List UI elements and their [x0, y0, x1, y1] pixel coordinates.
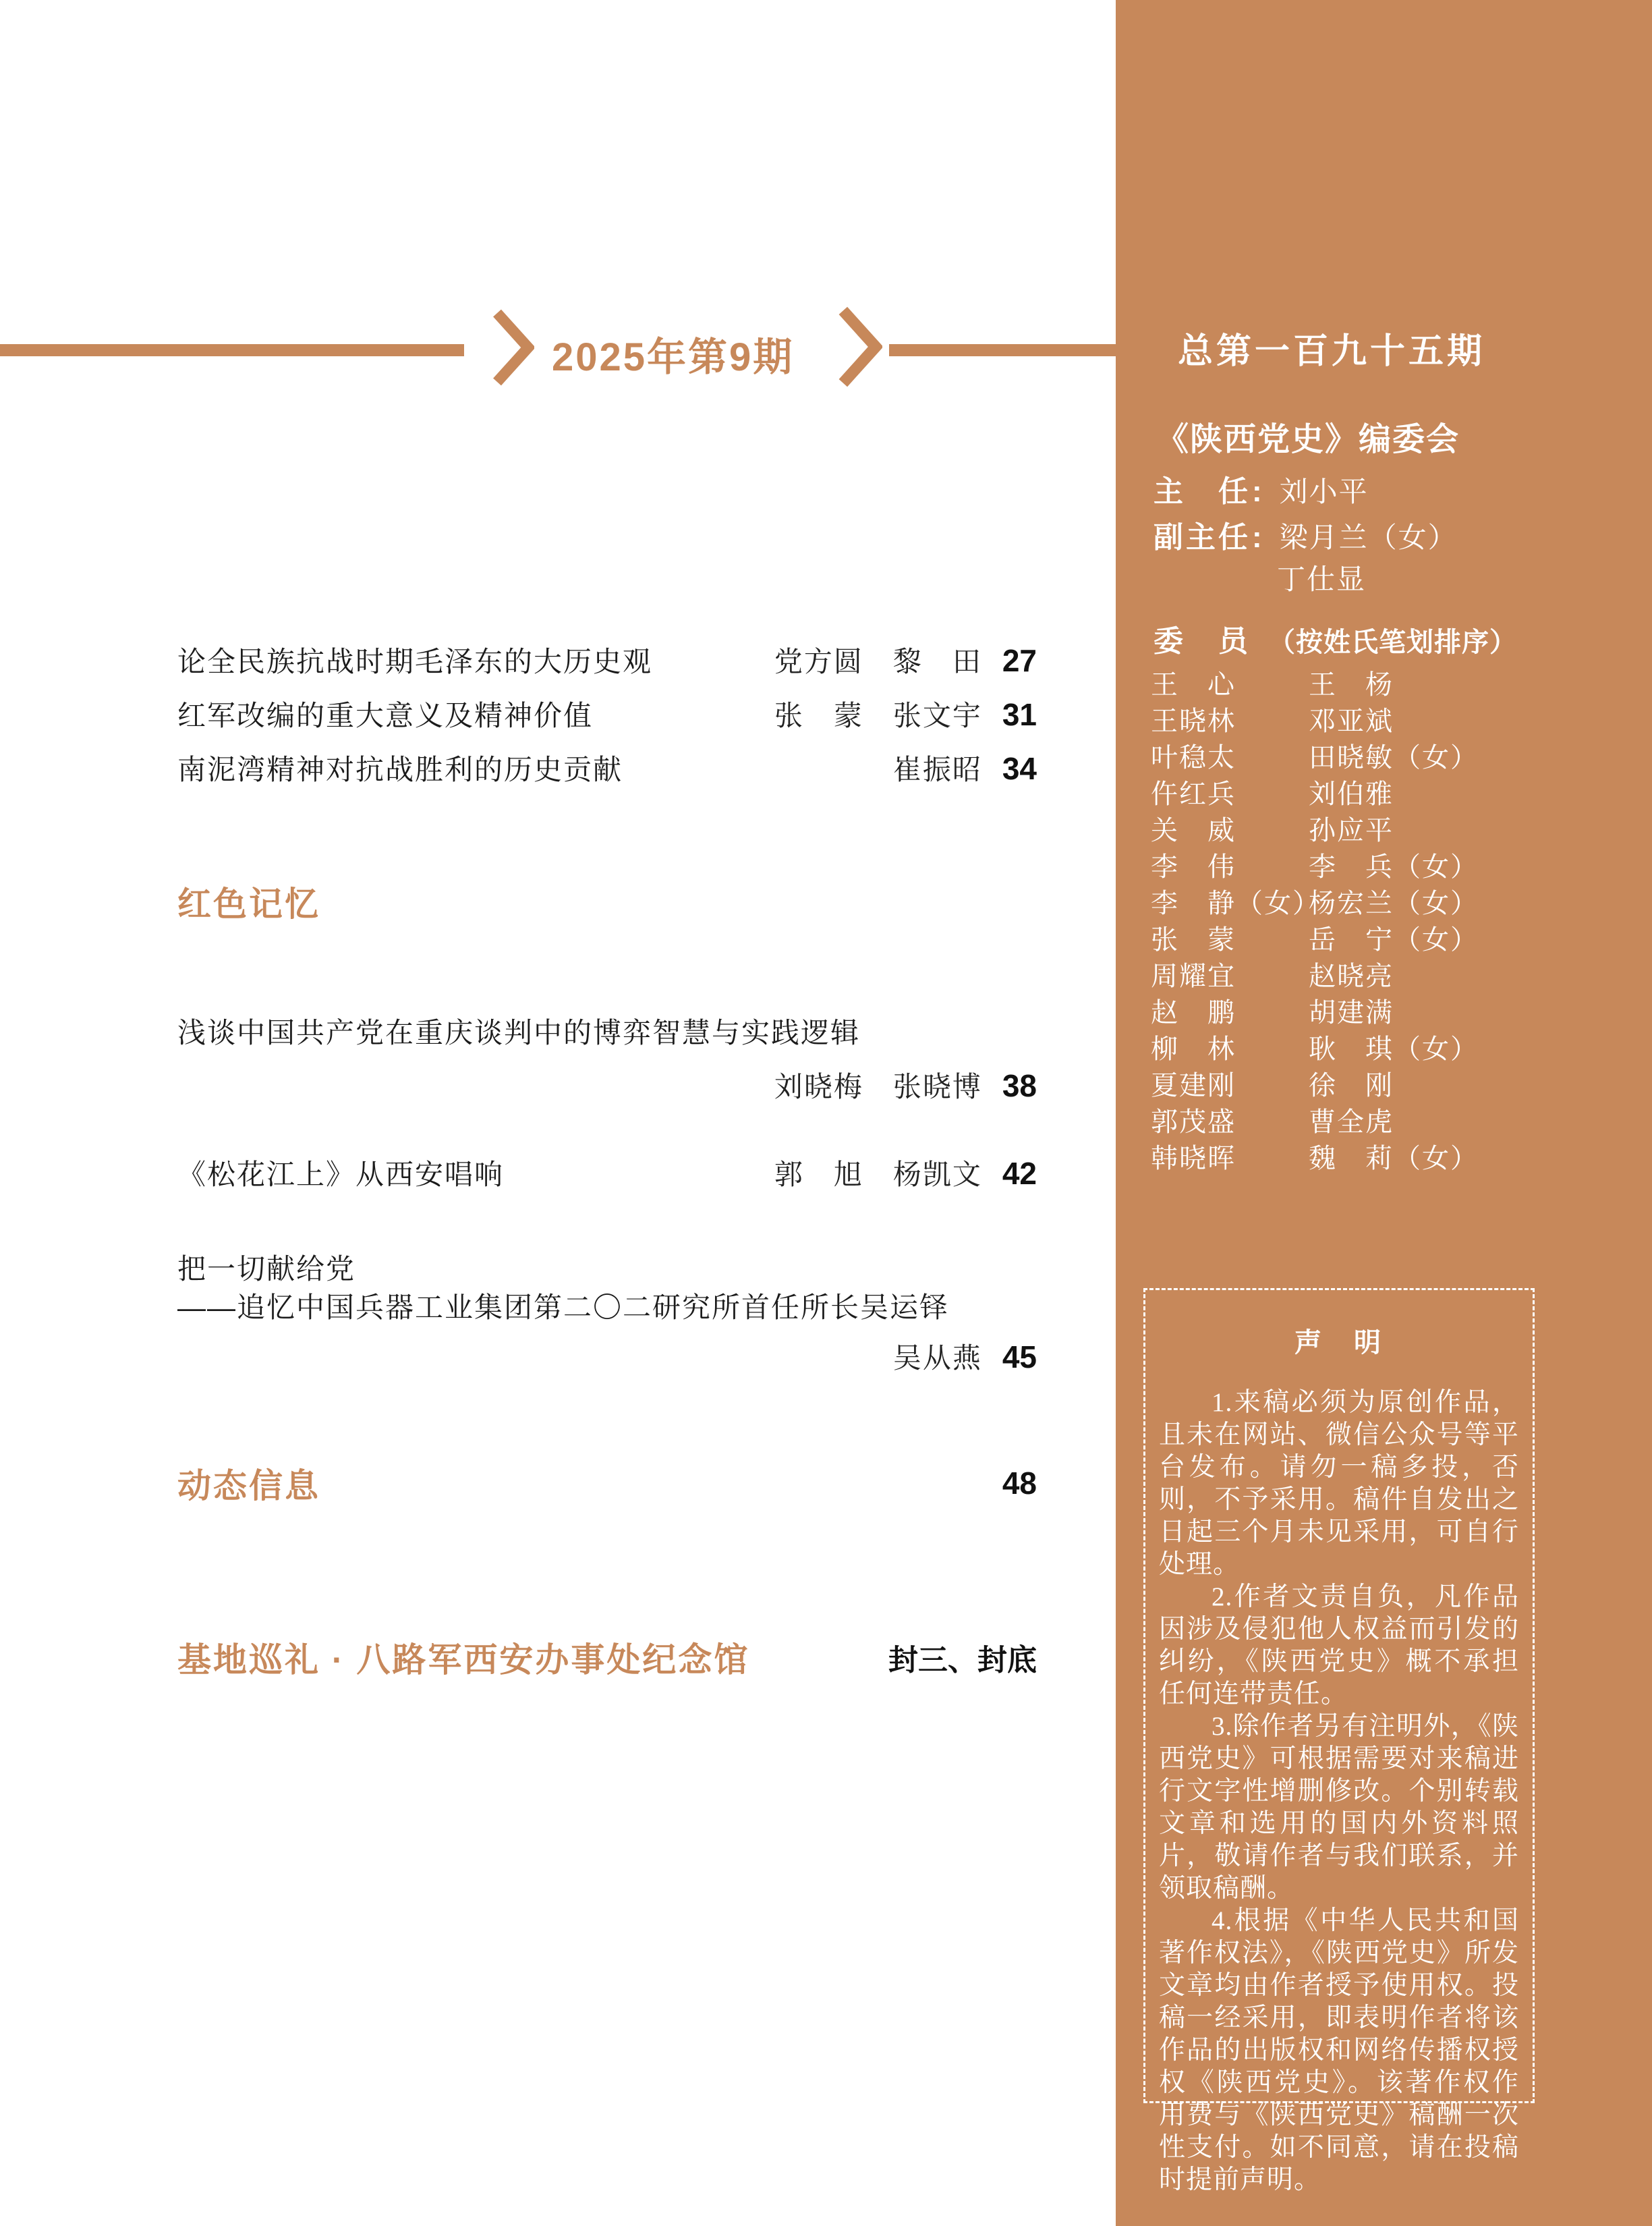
- section-row-dynamic-info: [177, 1459, 1037, 1507]
- member-row: [1151, 883, 1636, 919]
- statement-box: [1143, 1288, 1535, 2194]
- member-row: [1151, 955, 1636, 992]
- article-authors: 党方圆 黎 田: [774, 647, 982, 678]
- member-name: 柳 林: [1151, 1033, 1236, 1064]
- article-authors: 刘晓梅 张晓博: [774, 1072, 982, 1103]
- article-authors: 张 蒙 张文宇: [774, 701, 982, 732]
- article-authors: 郭 旭 杨凯文: [774, 1160, 982, 1191]
- deputy-director-row: [1153, 513, 1458, 556]
- article-authors: 吴从燕: [892, 1343, 982, 1374]
- header-rule-left: [0, 344, 464, 356]
- committee-title: 《陕西党史》编委会: [1156, 422, 1460, 457]
- page-number: 42: [1002, 1156, 1037, 1191]
- page-number: 45: [1002, 1339, 1037, 1374]
- issue-title: 2025年第9期: [552, 335, 795, 379]
- page-number: 封三、封底: [888, 1644, 1037, 1677]
- article-title: 论全民族抗战时期毛泽东的大历史观: [177, 646, 653, 677]
- member-row: [1151, 1138, 1636, 1174]
- members-sort-note: （按姓氏笔划排序）: [1268, 628, 1517, 657]
- page-number: 27: [1002, 643, 1037, 678]
- article-authors-line: [177, 1336, 1037, 1376]
- toc-row: [177, 1152, 1037, 1193]
- member-name: 魏 莉（女）: [1309, 1142, 1479, 1173]
- statement-paragraph: 2.作者文责自负，凡作品因涉及侵犯他人权益而引发的纠纷，《陕西党史》概不承担任何连带责任。: [1159, 1582, 1519, 1708]
- toc-row: [177, 694, 1037, 734]
- member-row: [1151, 992, 1636, 1028]
- member-name: 李 兵（女）: [1309, 851, 1479, 882]
- member-name: 岳 宁（女）: [1309, 924, 1479, 955]
- toc-row: [177, 640, 1037, 680]
- article-subtitle: ——追忆中国兵器工业集团第二〇二研究所首任所长吴运铎: [177, 1291, 950, 1323]
- page-number: 48: [1002, 1466, 1037, 1501]
- toc-row: [177, 748, 1037, 788]
- members-list: [1151, 664, 1636, 1174]
- member-row: [1151, 846, 1636, 883]
- member-name: 王晓林: [1151, 705, 1236, 736]
- member-name: 曹全虎: [1309, 1106, 1394, 1137]
- member-row: [1151, 773, 1636, 810]
- member-name: 邓亚斌: [1309, 705, 1394, 736]
- member-name: 夏建刚: [1151, 1069, 1236, 1101]
- member-row: [1151, 737, 1636, 773]
- chevron-right-icon: [836, 305, 882, 389]
- chevron-right-icon: [491, 308, 534, 387]
- director-label: 主 任: [1153, 475, 1248, 508]
- member-row: [1151, 664, 1636, 700]
- colon: :: [1252, 521, 1262, 554]
- member-name: 刘伯雅: [1309, 778, 1394, 809]
- member-name: 耿 琪（女）: [1309, 1033, 1479, 1064]
- director-name: 刘小平: [1279, 477, 1369, 508]
- statement-paragraph: 4.根据《中华人民共和国著作权法》，《陕西党史》所发文章均由作者授予使用权。投稿一经采用，即表明作者将该作品的出版权和网络传播权授权《陕西党史》。该著作权作用费与《陕西党史》稿酬一次性支付。如不同意，请在投稿时提前声明。: [1159, 1906, 1519, 2194]
- member-name: 王 杨: [1309, 669, 1394, 700]
- member-name: 李 静（女）: [1151, 887, 1321, 918]
- article-title: 南泥湾精神对抗战胜利的历史贡献: [177, 754, 623, 785]
- member-row: [1151, 1028, 1636, 1065]
- member-row: [1151, 810, 1636, 846]
- statement-title: 声 明: [1294, 1328, 1384, 1358]
- cumulative-issue: 总第一百九十五期: [1178, 332, 1486, 371]
- colon: :: [1252, 475, 1262, 508]
- statement-paragraph: 1.来稿必须为原创作品，且未在网站、微信公众号等平台发布。请勿一稿多投，否则，不予采用。稿件自发出之日起三个月未见采用，可自行处理。: [1159, 1388, 1519, 1579]
- article-title: 红军改编的重大意义及精神价值: [177, 700, 594, 731]
- member-name: 赵 鹏: [1151, 997, 1236, 1028]
- article-authors-line: [177, 1065, 1037, 1105]
- member-name: 叶稳太: [1151, 742, 1236, 773]
- member-row: [1151, 1065, 1636, 1101]
- article-authors: 崔振昭: [892, 755, 982, 786]
- member-row: [1151, 919, 1636, 955]
- member-name: 徐 刚: [1309, 1069, 1394, 1101]
- member-name: 张 蒙: [1151, 924, 1236, 955]
- member-row: [1151, 700, 1636, 737]
- member-name: 王 心: [1151, 669, 1236, 700]
- member-name: 胡建满: [1309, 997, 1394, 1028]
- page-number: 34: [1002, 751, 1037, 786]
- members-label: 委 员: [1153, 625, 1248, 658]
- member-name: 仵红兵: [1151, 778, 1236, 809]
- article-title: 《松花江上》从西安唱响: [177, 1159, 505, 1190]
- deputy-name: 梁月兰（女）: [1279, 523, 1458, 554]
- section-heading-base-tour: 基地巡礼 · 八路军西安办事处纪念馆: [177, 1641, 750, 1679]
- page-number: 38: [1002, 1068, 1037, 1103]
- member-name: 韩晓晖: [1151, 1142, 1236, 1173]
- article-title: 浅谈中国共产党在重庆谈判中的博弈智慧与实践逻辑: [177, 1017, 861, 1049]
- section-heading-dynamic-info: 动态信息: [177, 1467, 320, 1505]
- member-name: 赵晓亮: [1309, 960, 1394, 991]
- member-name: 关 威: [1151, 814, 1236, 845]
- member-name: 杨宏兰（女）: [1309, 887, 1479, 918]
- deputy-label: 副 主 任: [1153, 521, 1248, 554]
- article-title: 把一切献给党: [177, 1253, 356, 1285]
- section-row-base-tour: [177, 1633, 1037, 1681]
- member-name: 李 伟: [1151, 851, 1236, 882]
- statement-body: [1159, 1387, 1519, 2196]
- member-name: 孙应平: [1309, 814, 1394, 845]
- page-number: 31: [1002, 697, 1037, 732]
- member-name: 周耀宜: [1151, 960, 1236, 991]
- director-row: [1153, 467, 1369, 510]
- statement-paragraph: 3.除作者另有注明外，《陕西党史》可根据需要对来稿进行文字性增删修改。个别转载文章和选用的国内外资料照片，敬请作者与我们联系，并领取稿酬。: [1159, 1712, 1519, 1903]
- member-row: [1151, 1101, 1636, 1138]
- sidebar: [1116, 0, 1652, 2226]
- section-heading-red-memory: 红色记忆: [177, 885, 320, 923]
- deputy-name: 丁仕显: [1277, 565, 1367, 596]
- members-heading: [1153, 617, 1517, 660]
- member-name: 田晓敏（女）: [1309, 742, 1479, 773]
- member-name: 郭茂盛: [1151, 1106, 1236, 1137]
- header-rule-right: [889, 344, 1116, 356]
